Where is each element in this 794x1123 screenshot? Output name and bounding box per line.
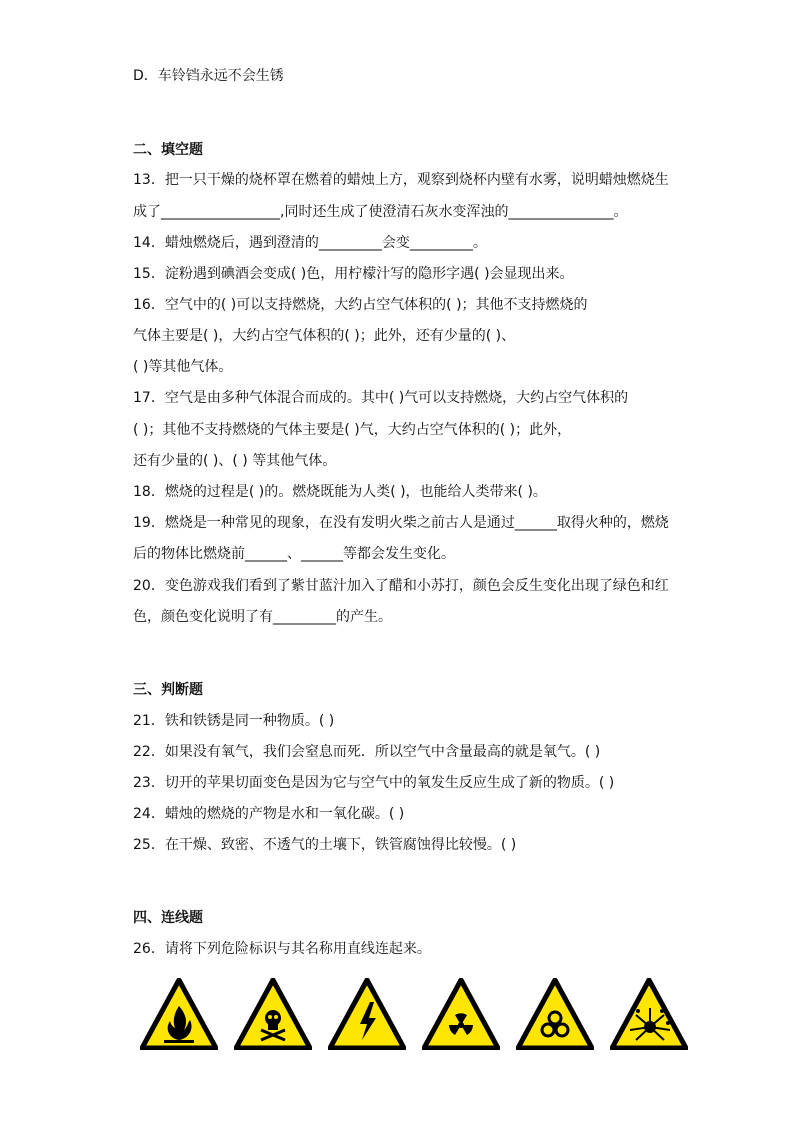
matching-heading: 四、连线题 [133, 910, 203, 926]
question-13-line2: 成了_________________,同时还生成了使澄清石灰水变浑浊的_______________。 [133, 204, 628, 220]
question-17-line2: ( )；其他不支持燃烧的气体主要是( )气，大约占空气体积的( )；此外， [133, 422, 572, 438]
question-14: 14．蜡烛燃烧后，遇到澄清的_________会变_________。 [133, 235, 487, 251]
hazard-signs-row [140, 978, 688, 1052]
question-16-line1: 16．空气中的( )可以支持燃烧，大约占空气体积的( )；其他不支持燃烧的 [133, 297, 588, 313]
question-20-line2: 色，颜色变化说明了有_________的产生。 [133, 609, 392, 625]
question-13-line1: 13．把一只干燥的烧杯罩在燃着的蜡烛上方，观察到烧杯内壁有水雾，说明蜡烛燃烧生 [133, 172, 669, 188]
question-16-line3: ( )等其他气体。 [133, 359, 233, 375]
electric-shock-icon [328, 978, 406, 1050]
question-20-line1: 20．变色游戏我们看到了紫甘蓝汁加入了醋和小苏打，颜色会反生变化出现了绿色和红 [133, 578, 669, 594]
question-22: 22．如果没有氧气，我们会窒息而死．所以空气中含量最高的就是氧气。( ) [133, 744, 601, 760]
question-18: 18．燃烧的过程是( )的。燃烧既能为人类( )，也能给人类带来( )。 [133, 484, 547, 500]
question-19-line1: 19．燃烧是一种常见的现象，在没有发明火柴之前古人是通过______取得火种的，燃烧 [133, 515, 669, 531]
judge-heading: 三、判断题 [133, 682, 203, 698]
question-17-line3: 还有少量的( )、( ) 等其他气体。 [133, 453, 337, 469]
question-25: 25．在干燥、致密、不透气的土壤下，铁管腐蚀得比较慢。( ) [133, 837, 517, 853]
explosive-icon [610, 978, 688, 1050]
radioactive-icon [422, 978, 500, 1050]
toxic-icon [234, 978, 312, 1050]
question-17-line1: 17．空气是由多种气体混合而成的。其中( )气可以支持燃烧，大约占空气体积的 [133, 390, 629, 406]
fill-blank-heading: 二、填空题 [133, 142, 203, 158]
question-21: 21．铁和铁锈是同一种物质。( ) [133, 713, 335, 729]
question-16-line2: 气体主要是( )，大约占空气体积的( )；此外，还有少量的( )、 [133, 328, 516, 344]
question-23: 23．切开的苹果切面变色是因为它与空气中的氧发生反应生成了新的物质。( ) [133, 775, 615, 791]
question-26: 26．请将下列危险标识与其名称用直线连起来。 [133, 941, 431, 957]
question-24: 24．蜡烛的燃烧的产物是水和一氧化碳。( ) [133, 806, 405, 822]
flammable-icon [140, 978, 218, 1050]
question-19-line2: 后的物体比燃烧前______、______等都会发生变化。 [133, 546, 455, 562]
option-d: D．车铃铛永远不会生锈 [133, 68, 284, 84]
biohazard-icon [516, 978, 594, 1050]
question-15: 15．淀粉遇到碘酒会变成( )色，用柠檬汁写的隐形字遇( )会显现出来。 [133, 266, 574, 282]
